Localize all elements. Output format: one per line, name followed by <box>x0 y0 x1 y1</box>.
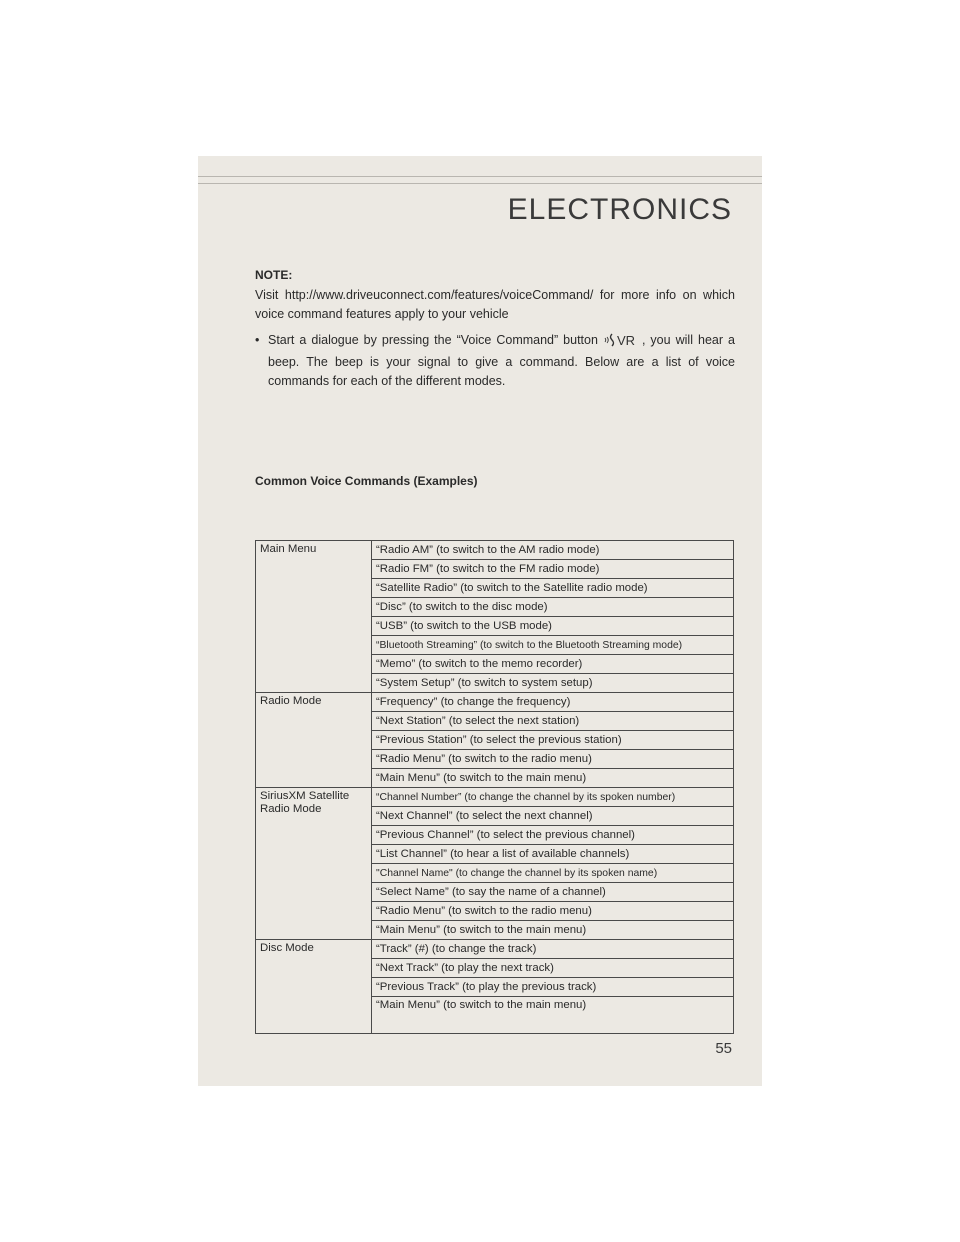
bullet-content <box>268 331 735 391</box>
command-cell: “System Setup” (to switch to system setup) <box>372 674 734 693</box>
command-cell: “Previous Track” (to play the previous track) <box>372 978 734 997</box>
note-text: Visit http://www.driveuconnect.com/features/voiceCommand/ for more info on which voice command features apply to your vehicle <box>255 288 735 321</box>
mode-cell: Disc Mode <box>256 940 372 1034</box>
command-cell: “Frequency” (to change the frequency) <box>372 693 734 712</box>
command-cell: “Disc” (to switch to the disc mode) <box>372 598 734 617</box>
note-label: NOTE: <box>255 268 293 282</box>
command-cell: “Main Menu” (to switch to the main menu) <box>376 999 587 1011</box>
bullet-text-before: Start a dialogue by pressing the “Voice Command” button <box>268 333 598 347</box>
command-cell: “USB” (to switch to the USB mode) <box>372 617 734 636</box>
mode-cell: SiriusXM Satellite Radio Mode <box>256 788 372 940</box>
command-cell: “List Channel” (to hear a list of available channels) <box>372 845 734 864</box>
table-title: Common Voice Commands (Examples) <box>255 474 478 488</box>
mode-cell: Main Menu <box>256 541 372 693</box>
top-rule <box>198 176 762 177</box>
table-row <box>256 541 734 560</box>
command-cell: “Track” (#) (to change the track) <box>372 940 734 959</box>
table-row <box>256 693 734 712</box>
command-cell: “Radio Menu” (to switch to the radio menu) <box>372 750 734 769</box>
page-number: 55 <box>715 1040 732 1057</box>
command-cell: “Next Track” (to play the next track) <box>372 959 734 978</box>
command-cell: “Channel Number” (to change the channel by its spoken number) <box>372 788 734 807</box>
manual-page <box>198 156 762 1086</box>
command-cell: “Radio FM” (to switch to the FM radio mode) <box>372 560 734 579</box>
command-cell: “Select Name” (to say the name of a channel) <box>372 883 734 902</box>
command-cell: “Next Station” (to select the next station) <box>372 712 734 731</box>
command-cell: “Radio Menu” (to switch to the radio menu) <box>372 902 734 921</box>
voice-command-vr-icon <box>604 333 638 353</box>
table-row <box>256 940 734 959</box>
command-cell: “Main Menu” (to switch to the main menu) <box>372 769 734 788</box>
command-cell: “Radio AM” (to switch to the AM radio mode) <box>372 541 734 560</box>
vr-icon-label: VR <box>616 333 635 347</box>
command-cell: "Channel Name" (to change the channel by its spoken name) <box>372 864 734 883</box>
voice-commands-table <box>255 540 734 1034</box>
command-cell: “Previous Channel” (to select the previous channel) <box>372 826 734 845</box>
bullet-text-after: , you will hear a beep. The beep is your signal to give a command. Below are a list of voice commands for each of the different modes. <box>268 333 735 388</box>
top-rule-secondary <box>198 183 762 184</box>
command-cell: “Memo” (to switch to the memo recorder) <box>372 655 734 674</box>
command-cell: “Bluetooth Streaming” (to switch to the Bluetooth Streaming mode) <box>372 636 734 655</box>
command-cell: “Previous Station” (to select the previous station) <box>372 731 734 750</box>
mode-cell: Radio Mode <box>256 693 372 788</box>
command-cell: “Satellite Radio” (to switch to the Satellite radio mode) <box>372 579 734 598</box>
command-cell: “Next Channel” (to select the next channel) <box>372 807 734 826</box>
section-title: ELECTRONICS <box>507 193 732 226</box>
bullet-dot: • <box>255 333 260 347</box>
table-row <box>256 788 734 807</box>
bullet-item <box>255 331 735 391</box>
command-cell: “Main Menu” (to switch to the main menu) <box>372 921 734 940</box>
